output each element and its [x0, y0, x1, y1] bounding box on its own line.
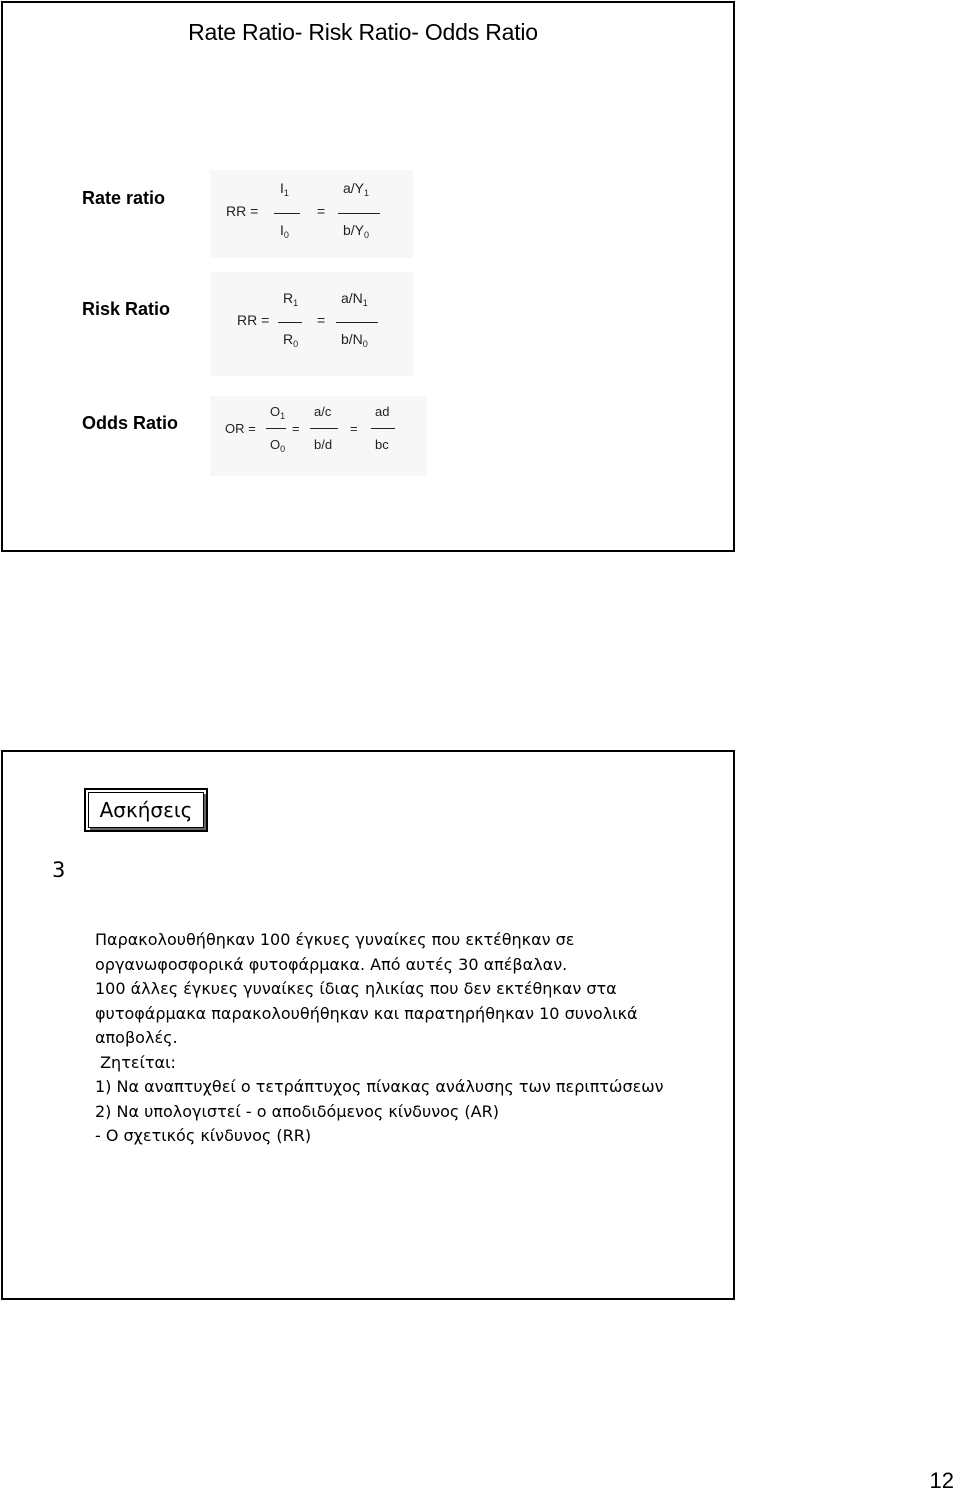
slide-title: Rate Ratio- Risk Ratio- Odds Ratio — [188, 19, 538, 45]
formula-equals: = — [317, 203, 326, 219]
rate-ratio-label: Rate ratio — [82, 188, 166, 208]
page-number: 12 — [929, 1468, 954, 1493]
rate-ratio-formula — [210, 170, 413, 258]
slide-ratios — [1, 1, 735, 552]
exercises-heading-box — [84, 788, 208, 832]
formula-numerator-2: a/c — [314, 404, 332, 419]
formula-denominator: $O_0$ — [270, 437, 286, 454]
text-line: Ζητείται: — [95, 1052, 176, 1072]
exercises-heading: Ασκήσεις — [88, 792, 204, 828]
fraction-bar — [371, 428, 395, 429]
fraction-bar — [310, 428, 338, 429]
formula-denominator-2: $b/N_0$ — [341, 331, 368, 349]
risk-ratio-formula — [210, 272, 413, 376]
text-line: 100 άλλες έγκυες γυναίκες ίδιας ηλικίας που δεν εκτέθηκαν στα — [95, 979, 617, 998]
formula-numerator: $O_1$ — [270, 404, 286, 421]
text-line: 1) Να αναπτυχθεί ο τετράπτυχος πίνακας ανάλυσης των περιπτώσεων — [95, 1077, 664, 1096]
exercise-text — [95, 928, 755, 1149]
text-line: φυτοφάρμακα παρακολουθήθηκαν και παρατηρήθηκαν 10 συνολικά — [95, 1003, 638, 1023]
formula-denominator: $I_0$ — [280, 222, 289, 240]
formula-numerator-2: $a/Y_1$ — [343, 180, 370, 198]
risk-ratio-label: Risk Ratio — [82, 299, 171, 319]
text-line: αποβολές. — [95, 1028, 178, 1047]
formula-numerator: $I_1$ — [280, 180, 289, 198]
text-line: Παρακολουθήθηκαν 100 έγκυες γυναίκες που εκτέθηκαν σε — [95, 930, 575, 949]
fraction-bar — [336, 322, 378, 323]
fraction-bar — [274, 213, 300, 214]
formula-numerator: $R_1$ — [283, 290, 299, 308]
formula-lhs: RR = — [226, 203, 259, 219]
formula-denominator-3: bc — [375, 437, 389, 452]
fraction-bar — [338, 213, 380, 214]
slide-exercises — [1, 750, 735, 1300]
formula-numerator-3: ad — [375, 404, 390, 419]
fraction-bar — [278, 322, 302, 323]
odds-ratio-formula — [210, 396, 427, 476]
odds-ratio-label: Odds Ratio — [82, 413, 179, 433]
formula-lhs: RR = — [237, 312, 270, 328]
formula-equals-2: = — [350, 421, 358, 436]
formula-equals: = — [292, 421, 300, 436]
fraction-bar — [266, 428, 286, 429]
text-line: 2) Να υπολογιστεί - ο αποδιδόμενος κίνδυνος (AR) — [95, 1101, 499, 1121]
slide-number: 3 — [52, 858, 66, 882]
formula-equals: = — [317, 312, 326, 328]
formula-denominator: $R_0$ — [283, 331, 299, 349]
formula-numerator-2: $a/N_1$ — [341, 290, 368, 308]
text-line: - Ο σχετικός κίνδυνος (RR) — [95, 1126, 312, 1145]
formula-denominator-2: b/d — [314, 437, 333, 452]
formula-denominator-2: $b/Y_0$ — [343, 222, 370, 240]
formula-lhs: OR = — [225, 421, 256, 436]
text-line: οργανωφοσφορικά φυτοφάρμακα. Από αυτές 30 απέβαλαν. — [95, 954, 568, 974]
